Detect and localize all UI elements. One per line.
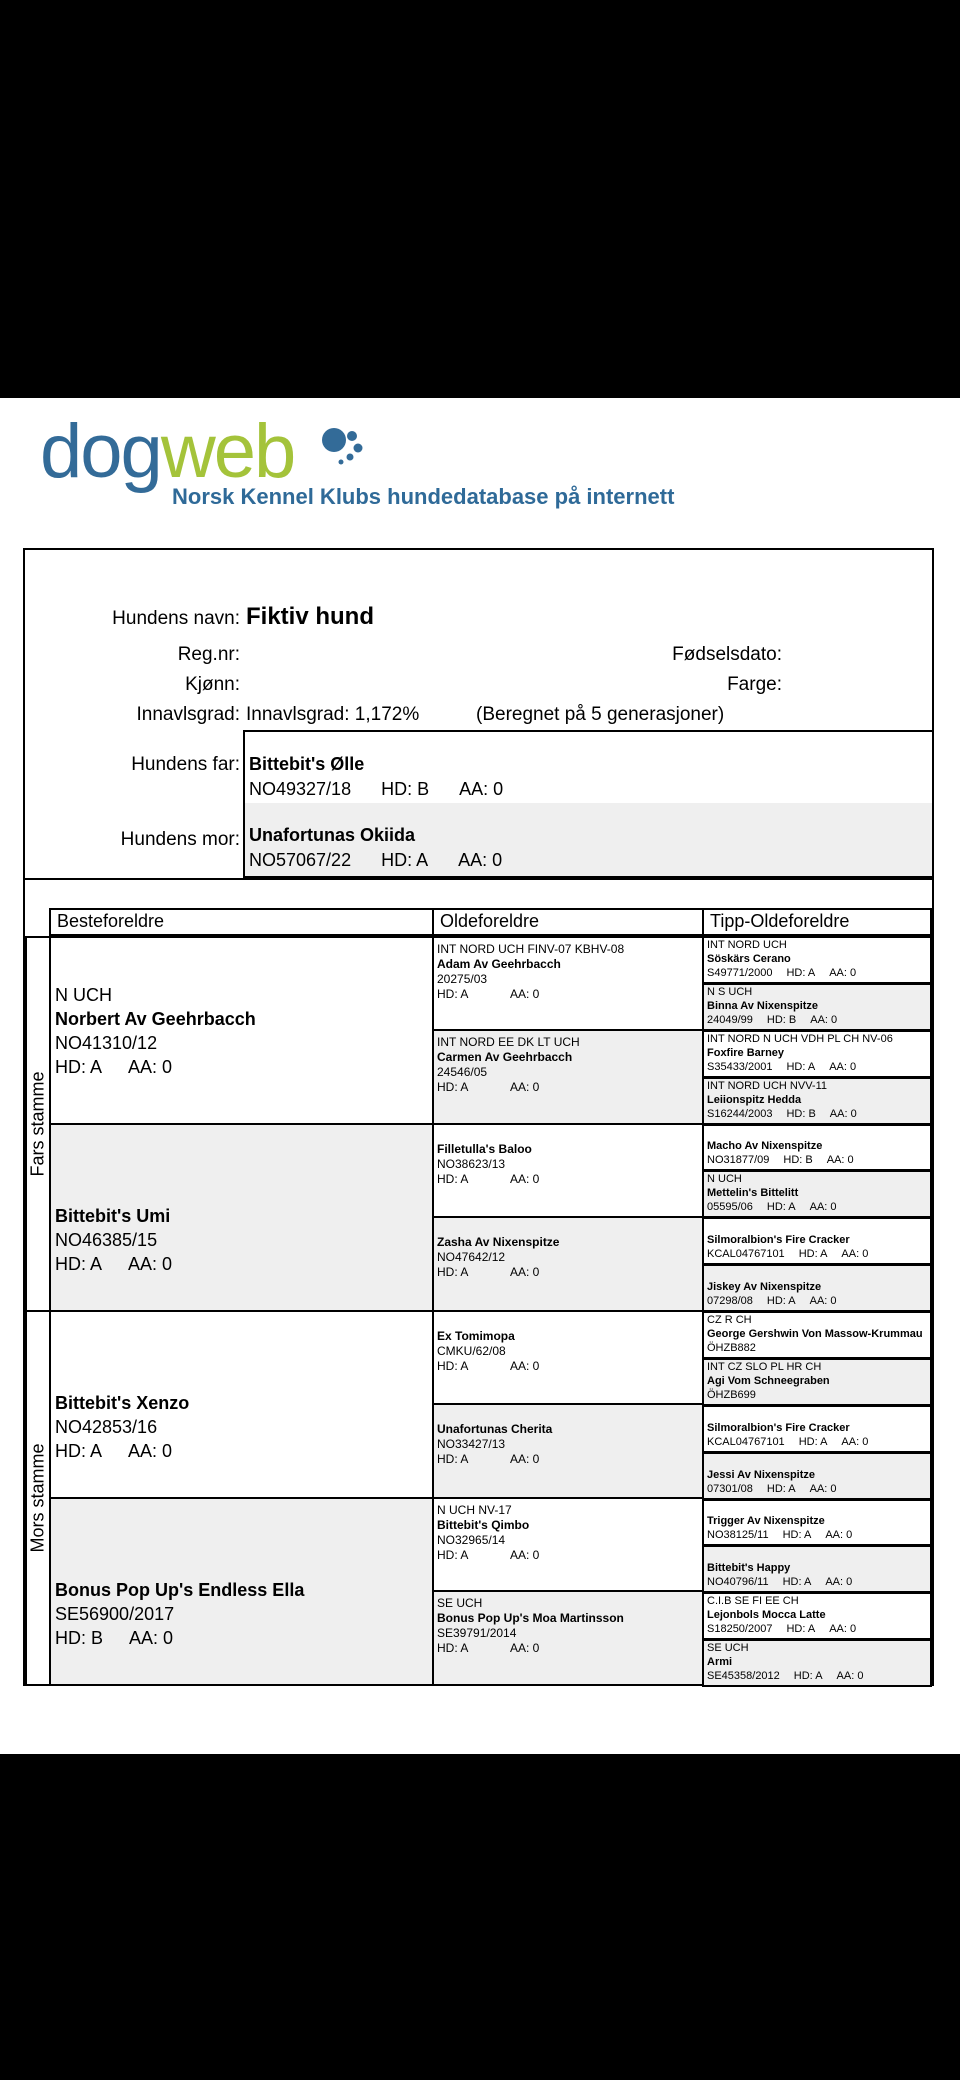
gggp-reg: 07298/08 <box>707 1295 753 1307</box>
name-label: Hundens navn: <box>112 608 240 629</box>
gggp-hd: HD: A <box>786 967 816 979</box>
gggp-name: Binna Av Nixenspitze <box>707 1000 819 1012</box>
inbreeding-label: Innavlsgrad: <box>136 704 240 725</box>
mother-name: Unafortunas Okiida <box>249 825 416 845</box>
logo-wordmark <box>40 409 295 494</box>
gggp-reg: NO31877/09 <box>707 1154 770 1166</box>
grandparent-1 <box>49 936 434 1125</box>
gggp-name: Lejonbols Mocca Latte <box>707 1609 826 1621</box>
gggp-name: Trigger Av Nixenspitze <box>707 1515 825 1527</box>
ggp-reg: NO32965/14 <box>437 1533 506 1547</box>
ggp-health <box>437 1265 702 1280</box>
gggp-info <box>707 1528 930 1542</box>
ggp-aa: AA: 0 <box>510 1172 540 1186</box>
gggp-name: Jiskey Av Nixenspitze <box>707 1281 822 1293</box>
great-great-grandparent-11 <box>702 1405 932 1453</box>
father-name: Bittebit's Ølle <box>249 754 365 774</box>
great-great-grandparent-8 <box>702 1264 932 1312</box>
gggp-name: Söskärs Cerano <box>707 953 791 965</box>
ggp-aa: AA: 0 <box>510 1452 540 1466</box>
gggp-aa: AA: 0 <box>826 1154 854 1166</box>
gggp-aa: AA: 0 <box>829 967 857 979</box>
grandparent-2 <box>49 1123 434 1312</box>
great-great-grandparent-3 <box>702 1030 932 1078</box>
gggp-hd: HD: A <box>786 1623 816 1635</box>
gggp-hd: HD: A <box>798 1248 828 1260</box>
gp-hd: HD: A <box>55 1440 103 1461</box>
gggp-aa: AA: 0 <box>829 1108 857 1120</box>
great-great-grandparent-15 <box>702 1592 932 1640</box>
gggp-info <box>707 1482 930 1496</box>
ggp-hd: HD: A <box>437 1359 469 1373</box>
ggp-reg: 24546/05 <box>437 1065 488 1079</box>
ggp-health <box>437 1548 702 1563</box>
gp-name: Bittebit's Umi <box>55 1205 171 1226</box>
ggp-reg: 20275/03 <box>437 972 488 986</box>
grandparent-4 <box>49 1497 434 1686</box>
gp-name: Bonus Pop Up's Endless Ella <box>55 1579 305 1600</box>
ggp-name: Ex Tomimopa <box>437 1329 515 1343</box>
gggp-aa: AA: 0 <box>841 1436 869 1448</box>
gp-hd: HD: B <box>55 1627 104 1648</box>
dog-name: Fiktiv hund <box>246 603 374 630</box>
gggp-aa: AA: 0 <box>836 1670 864 1682</box>
gggp-title: N S UCH <box>707 986 753 998</box>
great-grandparent-4 <box>432 1216 704 1312</box>
gggp-reg: 07301/08 <box>707 1483 753 1495</box>
gp-health <box>55 1439 432 1463</box>
ggp-reg: SE39791/2014 <box>437 1626 517 1640</box>
col-header-great-grandparents: Oldeforeldre <box>432 908 704 936</box>
ggp-name: Unafortunas Cherita <box>437 1422 553 1436</box>
ggp-name: Carmen Av Geehrbacch <box>437 1050 573 1064</box>
gggp-hd: HD: B <box>766 1014 797 1026</box>
ggp-title: SE UCH <box>437 1596 483 1610</box>
side-father-label: Fars stamme <box>27 1071 48 1177</box>
pedigree-table <box>25 908 932 1686</box>
ggp-aa: AA: 0 <box>510 1359 540 1373</box>
gggp-info <box>707 1013 930 1027</box>
gp-aa: AA: 0 <box>128 1056 173 1077</box>
inbreeding-note: (Beregnet på 5 generasjoner) <box>476 704 725 725</box>
gggp-reg: 24049/99 <box>707 1014 753 1026</box>
ggp-health <box>437 1641 702 1656</box>
ggp-name: Adam Av Geehrbacch <box>437 957 561 971</box>
gggp-name: George Gershwin Von Massow-Krummau <box>707 1328 923 1340</box>
great-great-grandparent-6 <box>702 1170 932 1218</box>
ggp-health <box>437 1172 702 1187</box>
father-reg: NO49327/18 <box>249 779 352 799</box>
ggp-name: Zasha Av Nixenspitze <box>437 1235 560 1249</box>
gp-reg: SE56900/2017 <box>55 1603 175 1624</box>
gggp-name: Macho Av Nixenspitze <box>707 1140 823 1152</box>
gggp-hd: HD: A <box>782 1576 812 1588</box>
father-box <box>243 730 934 805</box>
mother-hd: HD: A <box>381 850 429 870</box>
father-info <box>249 779 932 800</box>
section-divider <box>25 878 932 880</box>
gggp-name: Foxfire Barney <box>707 1047 785 1059</box>
great-great-grandparent-16 <box>702 1639 932 1687</box>
gggp-hd: HD: A <box>793 1670 823 1682</box>
color-label: Farge: <box>727 674 782 695</box>
ggp-aa: AA: 0 <box>510 1548 540 1562</box>
gggp-hd: HD: A <box>798 1436 828 1448</box>
ggp-reg: NO33427/13 <box>437 1437 506 1451</box>
ggp-hd: HD: A <box>437 1265 469 1279</box>
ggp-hd: HD: A <box>437 1172 469 1186</box>
father-hd: HD: B <box>381 779 430 799</box>
gp-aa: AA: 0 <box>129 1627 174 1648</box>
great-great-grandparent-14 <box>702 1545 932 1593</box>
gggp-title: CZ R CH <box>707 1314 752 1326</box>
great-grandparent-5 <box>432 1310 704 1405</box>
gp-reg: NO42853/16 <box>55 1416 158 1437</box>
ggp-hd: HD: A <box>437 1080 469 1094</box>
gp-title: N UCH <box>55 984 112 1005</box>
gggp-reg: S18250/2007 <box>707 1623 773 1635</box>
gggp-info <box>707 1341 930 1355</box>
ggp-reg: NO47642/12 <box>437 1250 506 1264</box>
grandparent-3 <box>49 1310 434 1499</box>
ggp-health <box>437 987 702 1002</box>
mother-info <box>249 850 932 871</box>
gp-hd: HD: A <box>55 1253 103 1274</box>
ggp-aa: AA: 0 <box>510 1265 540 1279</box>
mother-reg: NO57067/22 <box>249 850 352 870</box>
gp-health <box>55 1055 432 1079</box>
gggp-reg: ÖHZB699 <box>707 1389 756 1401</box>
reg-label: Reg.nr: <box>177 644 240 665</box>
gggp-info <box>707 1388 930 1402</box>
pedigree-frame <box>23 548 934 1686</box>
gggp-name: Mettelin's Bittelitt <box>707 1187 799 1199</box>
great-great-grandparent-12 <box>702 1452 932 1500</box>
logo-word-web: web <box>160 409 295 494</box>
mother-aa: AA: 0 <box>458 850 503 870</box>
logo-tagline: Norsk Kennel Klubs hundedatabase på internett <box>172 484 675 509</box>
col-header-great-great-grandparents: Tipp-Oldeforeldre <box>702 908 932 936</box>
sex-label: Kjønn: <box>185 674 240 695</box>
gggp-reg: S49771/2000 <box>707 967 773 979</box>
gggp-hd: HD: A <box>766 1295 796 1307</box>
ggp-health <box>437 1359 702 1374</box>
gggp-name: Bittebit's Happy <box>707 1562 791 1574</box>
gggp-aa: AA: 0 <box>825 1576 853 1588</box>
gggp-name: Silmoralbion's Fire Cracker <box>707 1234 850 1246</box>
ggp-health <box>437 1080 702 1095</box>
great-grandparent-2 <box>432 1029 704 1125</box>
gggp-hd: HD: A <box>766 1483 796 1495</box>
gp-reg: NO41310/12 <box>55 1032 158 1053</box>
gggp-info <box>707 1622 930 1636</box>
gggp-info <box>707 966 930 980</box>
gggp-aa: AA: 0 <box>809 1483 837 1495</box>
inbreeding-value: Innavlsgrad: 1,172% <box>246 704 420 725</box>
ggp-title: N UCH NV-17 <box>437 1503 512 1517</box>
gggp-info <box>707 1060 930 1074</box>
gggp-info <box>707 1294 930 1308</box>
gp-health <box>55 1252 432 1276</box>
gggp-title: INT NORD UCH NVV-11 <box>707 1080 828 1092</box>
gggp-aa: AA: 0 <box>841 1248 869 1260</box>
gp-name: Norbert Av Geehrbacch <box>55 1008 256 1029</box>
ggp-aa: AA: 0 <box>510 1641 540 1655</box>
gggp-aa: AA: 0 <box>809 1295 837 1307</box>
gggp-name: Armi <box>707 1656 733 1668</box>
great-great-grandparent-5 <box>702 1124 932 1171</box>
ggp-aa: AA: 0 <box>510 987 540 1001</box>
great-grandparent-8 <box>432 1590 704 1686</box>
gp-name: Bittebit's Xenzo <box>55 1392 190 1413</box>
side-father-lineage <box>25 936 51 1312</box>
mother-box <box>243 803 934 878</box>
gp-health <box>55 1626 432 1650</box>
gggp-reg: NO38125/11 <box>707 1529 769 1541</box>
gggp-aa: AA: 0 <box>829 1623 857 1635</box>
gggp-aa: AA: 0 <box>829 1061 857 1073</box>
gp-aa: AA: 0 <box>128 1253 173 1274</box>
great-great-grandparent-1 <box>702 936 932 984</box>
gggp-title: SE UCH <box>707 1642 749 1654</box>
gggp-info <box>707 1435 930 1449</box>
ggp-name: Bonus Pop Up's Moa Martinsson <box>437 1611 624 1625</box>
great-grandparent-1 <box>432 936 704 1031</box>
gggp-hd: HD: A <box>766 1201 796 1213</box>
ggp-name: Bittebit's Qimbo <box>437 1518 530 1532</box>
gggp-hd: HD: B <box>783 1154 813 1166</box>
gggp-name: Agi Vom Schneegraben <box>707 1375 830 1387</box>
gggp-aa: AA: 0 <box>809 1201 837 1213</box>
side-mother-label: Mors stamme <box>27 1443 48 1553</box>
col-header-grandparents: Besteforeldre <box>49 908 434 936</box>
pedigree-sheet <box>0 398 960 1754</box>
great-grandparent-3 <box>432 1123 704 1218</box>
ggp-hd: HD: A <box>437 1548 469 1562</box>
gggp-reg: S35433/2001 <box>707 1061 773 1073</box>
gggp-reg: SE45358/2012 <box>707 1670 780 1682</box>
gggp-hd: HD: A <box>782 1529 812 1541</box>
dogweb-logo <box>40 409 700 510</box>
gggp-name: Jessi Av Nixenspitze <box>707 1469 816 1481</box>
gggp-info <box>707 1247 930 1261</box>
great-great-grandparent-10 <box>702 1358 932 1406</box>
ggp-hd: HD: A <box>437 1641 469 1655</box>
gggp-info <box>707 1575 930 1589</box>
gggp-aa: AA: 0 <box>825 1529 853 1541</box>
great-great-grandparent-7 <box>702 1217 932 1265</box>
ggp-reg: NO38623/13 <box>437 1157 506 1171</box>
gggp-title: INT NORD N UCH VDH PL CH NV-06 <box>707 1033 893 1045</box>
gggp-hd: HD: B <box>786 1108 816 1120</box>
gggp-name: Silmoralbion's Fire Cracker <box>707 1422 850 1434</box>
gggp-info <box>707 1200 930 1214</box>
side-mother-lineage <box>25 1310 51 1686</box>
ggp-title: INT NORD UCH FINV-07 KBHV-08 <box>437 942 625 956</box>
gp-hd: HD: A <box>55 1056 103 1077</box>
birth-label: Fødselsdato: <box>672 644 782 665</box>
great-grandparent-6 <box>432 1403 704 1499</box>
great-great-grandparent-9 <box>702 1311 932 1359</box>
gggp-title: INT NORD UCH <box>707 939 787 951</box>
father-aa: AA: 0 <box>459 779 504 799</box>
ggp-health <box>437 1452 702 1467</box>
logo-bubbles-icon <box>314 424 374 474</box>
great-great-grandparent-4 <box>702 1077 932 1125</box>
father-label: Hundens far: <box>131 754 240 775</box>
ggp-aa: AA: 0 <box>510 1080 540 1094</box>
gp-reg: NO46385/15 <box>55 1229 158 1250</box>
ggp-name: Filletulla's Baloo <box>437 1142 532 1156</box>
logo-word-dog: dog <box>40 409 161 494</box>
ggp-hd: HD: A <box>437 1452 469 1466</box>
great-great-grandparent-2 <box>702 983 932 1031</box>
gggp-hd: HD: A <box>786 1061 816 1073</box>
gggp-name: Leiionspitz Hedda <box>707 1094 802 1106</box>
gggp-title: C.I.B SE FI EE CH <box>707 1595 799 1607</box>
ggp-hd: HD: A <box>437 987 469 1001</box>
gggp-reg: S16244/2003 <box>707 1108 773 1120</box>
gggp-reg: 05595/06 <box>707 1201 753 1213</box>
great-great-grandparent-13 <box>702 1499 932 1546</box>
gggp-reg: KCAL04767101 <box>707 1248 785 1260</box>
gggp-reg: ÖHZB882 <box>707 1342 756 1354</box>
gggp-info <box>707 1107 930 1121</box>
gggp-reg: KCAL04767101 <box>707 1436 785 1448</box>
gggp-aa: AA: 0 <box>810 1014 838 1026</box>
gggp-title: N UCH <box>707 1173 742 1185</box>
ggp-title: INT NORD EE DK LT UCH <box>437 1035 580 1049</box>
gggp-info <box>707 1153 930 1167</box>
gggp-info <box>707 1669 930 1683</box>
great-grandparent-7 <box>432 1497 704 1592</box>
gp-aa: AA: 0 <box>128 1440 173 1461</box>
ggp-reg: CMKU/62/08 <box>437 1344 506 1358</box>
mother-label: Hundens mor: <box>120 829 240 850</box>
gggp-reg: NO40796/11 <box>707 1576 769 1588</box>
gggp-title: INT CZ SLO PL HR CH <box>707 1361 822 1373</box>
